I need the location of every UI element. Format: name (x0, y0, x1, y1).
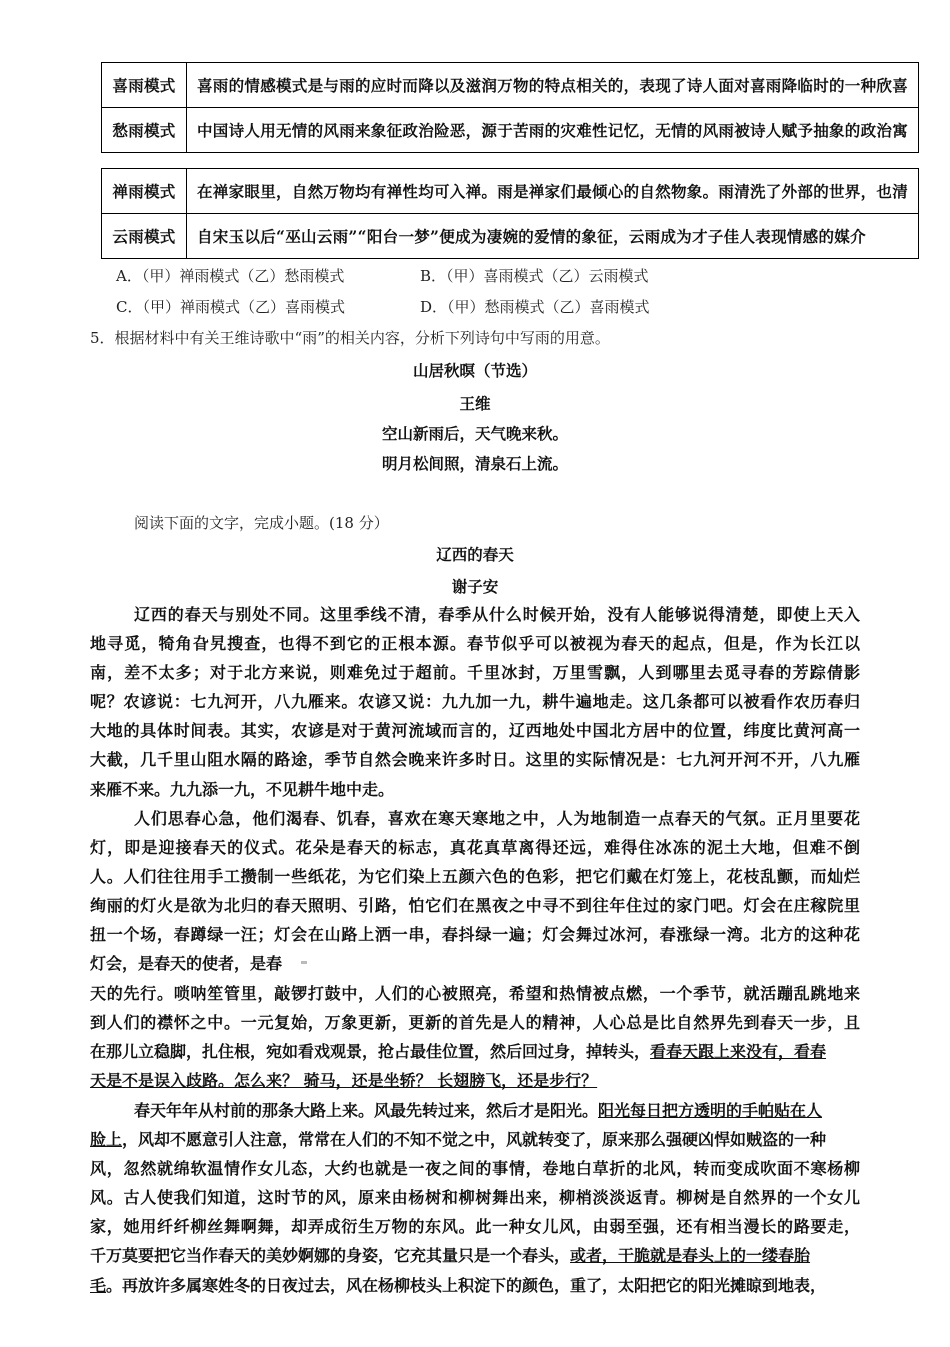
paragraph-line: 家，她用纤纤柳丝舞啊舞，却弄成衍生万物的东风。此一种女儿风，由弱至强，还有相当漫长的路要走， (90, 1217, 860, 1237)
table-text: 中国诗人用无情的风雨来象征政治险恶，源于苦雨的灾难性记忆，无情的风雨被诗人赋予抽象的政治寓 (187, 108, 919, 153)
table-row (102, 108, 919, 153)
poem-title: 山居秋暝（节选） (412, 361, 537, 380)
essay-paragraph-3 (90, 1096, 860, 1300)
paragraph-line: 来雁不来。九九添一九，不见耕牛地中走。 (90, 779, 395, 799)
table-key: 禅雨模式 (102, 169, 187, 214)
underlined-text: 脸上 (90, 1130, 123, 1150)
underlined-text: 阳光每日把方透明的手帕贴在人 (598, 1101, 823, 1120)
paragraph-text: 春天年年从村前的那条大路上来。风最先转过来，然后才是阳光。 (134, 1101, 599, 1120)
option-b: B．（甲）喜雨模式（乙）云雨模式 (420, 267, 649, 285)
scan-mark (301, 961, 307, 964)
underlined-text: 或者，干脆就是春头上的一缕春胎 (570, 1246, 811, 1266)
paragraph-text: 在那儿立稳脚，扎住根，宛如看戏观景，抢占最佳位置，然后回过身，掉转头， (90, 1041, 651, 1061)
table-text: 在禅家眼里，自然万物均有禅性均可入禅。雨是禅家们最倾心的自然物象。雨清洗了外部的世界，也清 (187, 169, 919, 214)
option-d: D．（甲）愁雨模式（乙）喜雨模式 (420, 298, 650, 316)
essay-paragraph-1 (90, 600, 860, 804)
table-key: 喜雨模式 (102, 63, 187, 108)
paragraph-line (90, 1096, 860, 1125)
paragraph-line: 呢？农谚说：七九河开，八九雁来。农谚又说：九九加一九，耕牛遍地走。这几条都可以被看作农历春归 (90, 692, 860, 712)
table-row (102, 169, 919, 214)
essay-paragraph-2 (90, 804, 860, 1095)
table-text: 喜雨的情感模式是与雨的应时而降以及滋润万物的特点相关的，表现了诗人面对喜雨降临时的一种欣喜 (187, 63, 919, 108)
paragraph-line: 人。人们往往用手工攒制一些纸花，为它们染上五颜六色的色彩，把它们戴在灯笼上，花枝乱颤，而灿烂 (90, 867, 860, 887)
option-c: C．（甲）禅雨模式（乙）喜雨模式 (116, 298, 345, 316)
table-text: 自宋玉以后“巫山云雨”“阳台一梦”便成为凄婉的爱情的象征，云雨成为才子佳人表现情感的媒介 (187, 214, 919, 259)
paragraph-line: 扭一个场，春蹲绿一汪；灯会在山路上洒一串，春抖绿一遍；灯会舞过冰河，春涨绿一湾。北方的这种花 (90, 925, 860, 945)
paragraph-line (90, 1271, 860, 1300)
paragraph-line: 灯，即是迎接春天的仪式。花朵是春天的标志，真花真草离得还远，难得住冰冻的泥土大地，但难不倒 (90, 838, 860, 858)
paragraph-line: 到人们的襟怀之中。一元复始，万象更新，更新的首先是人的精神，人心总是比自然界先到春天一步，且 (90, 1012, 860, 1032)
paragraph-line: 灯会，是春天的使者，是春 (90, 954, 283, 974)
essay-author: 谢子安 (451, 577, 499, 596)
table-key: 愁雨模式 (102, 108, 187, 153)
paragraph-line (90, 1037, 860, 1066)
poem-line-2: 明月松间照，清泉石上流。 (381, 454, 568, 473)
poem-line-1: 空山新雨后，天气晚来秋。 (381, 424, 568, 443)
paragraph-line: 风。古人使我们知道，这时节的风，原来由杨树和柳树舞出来，柳梢淡淡返青。柳树是自然界的一个女儿 (90, 1188, 860, 1208)
essay-title: 辽西的春天 (436, 545, 514, 564)
paragraph-line (90, 1125, 860, 1154)
poem-author: 王维 (459, 394, 491, 413)
paragraph-line: 绚丽的灯火是欲为北归的春天照明、引路，怕它们在黑夜之中寻不到往年住过的家门吧。灯会在庄稼院里 (90, 896, 860, 916)
emotion-table-2 (101, 168, 950, 259)
paragraph-text: ，风却不愿意引人注意，常常在人们的不知不觉之中，风就转变了，原来那么强硬凶悍如贼盗的一种 (122, 1130, 827, 1150)
table-row (102, 63, 919, 108)
paragraph-text: 千万莫要把它当作春天的美妙婀娜的身姿，它充其量只是一个春头， (90, 1246, 571, 1266)
emotion-table-1 (101, 62, 950, 153)
paragraph-line: 风，忽然就绵软温情作女儿态，大约也就是一夜之间的事情，卷地白草折的北风，转而变成吹面不寒杨柳 (90, 1159, 860, 1179)
question-5: 5．根据材料中有关王维诗歌中“雨”的相关内容，分析下列诗句中写雨的用意。 (90, 329, 610, 347)
paragraph-line: 南，差不太多；对于北方来说，则难免过于超前。千里冰封，万里雪飘，人到哪里去觅寻春的芳踪倩影 (90, 663, 860, 683)
reading-instruction: 阅读下面的文字，完成小题。(18 分） (134, 514, 389, 532)
table-row (102, 214, 919, 259)
underlined-text: 毛 (90, 1275, 107, 1295)
option-a: A．（甲）禅雨模式（乙）愁雨模式 (116, 267, 345, 285)
paragraph-line (90, 1241, 860, 1270)
underlined-line: 天是不是误入歧路。怎么来？ 骑马，还是坐轿？ 长翅膀飞，还是步行？ (90, 1070, 598, 1090)
paragraph-line: 大截，几千里山阻水隔的路途，季节自然会晚来许多时日。这里的实际情况是：七九河开河不开，八九雁 (90, 750, 860, 770)
paragraph-line: 人们思春心急，他们渴春、饥春，喜欢在寒天寒地之中，人为地制造一点春天的气氛。正月里要花 (134, 809, 860, 828)
underlined-text: 看春天跟上来没有，看春 (650, 1041, 827, 1061)
paragraph-line: 天的先行。唢呐笙管里，敲锣打鼓中，人们的心被照亮，希望和热情被点燃，一个季节，就活蹦乱跳地来 (90, 983, 860, 1003)
paragraph-line: 地寻觅，犄角旮旯搜查，也得不到它的正根本源。春节似乎可以被视为春天的起点，但是，作为长江以 (90, 634, 860, 654)
paragraph-text: 。再放许多属寒姓冬的日夜过去，风在杨柳枝头上积淀下的颜色，重了，太阳把它的阳光摊晾到地表， (106, 1275, 827, 1295)
paragraph-line: 大地的具体时间表。其实，农谚是对于黄河流域而言的，辽西地处中国北方居中的位置，纬度比黄河高一 (90, 721, 860, 741)
paragraph-line: 辽西的春天与别处不同。这里季线不清，春季从什么时候开始，没有人能够说得清楚，即使上天入 (134, 605, 860, 624)
table-key: 云雨模式 (102, 214, 187, 259)
